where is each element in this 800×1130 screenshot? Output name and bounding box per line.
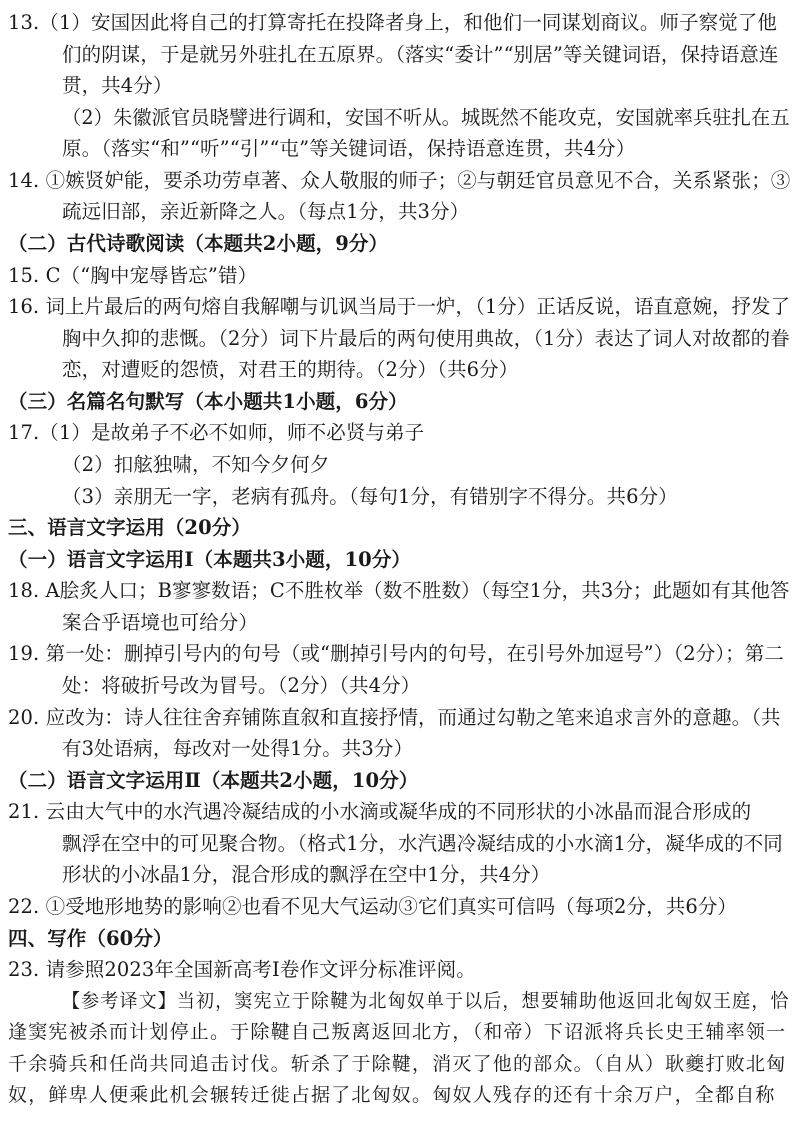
q17-2-line: （2）扣舷独啸，不知今夕何夕 bbox=[62, 453, 330, 476]
q21-line3: 形状的小冰晶1分，混合形成的飘浮在空中1分，共4分） bbox=[62, 863, 551, 886]
section-language-use-2-heading: （二）语言文字运用Ⅱ（本题共2小题，10分） bbox=[8, 769, 419, 792]
q13-1-line1: 13.（1）安国因此将自己的打算寄托在投降者身上，和他们一同谋划商议。师子察觉了他 bbox=[8, 11, 778, 34]
q14-line2: 疏远旧部，亲近新降之人。（每点1分，共3分） bbox=[62, 200, 470, 223]
q16-line3: 恋，对遭贬的怨愤，对君王的期待。（2分）（共6分） bbox=[62, 358, 519, 381]
translation-line2: 逢窦宪被杀而计划停止。于除鞬自己叛离返回北方，（和帝）下诏派将兵长史王辅率领一 bbox=[8, 1021, 787, 1043]
section-writing-heading: 四、写作（60分） bbox=[8, 927, 173, 950]
q21-line2: 飘浮在空中的可见聚合物。（格式1分，水汽遇冷凝结成的小水滴1分，凝华成的不同 bbox=[62, 832, 783, 855]
translation-line1: 【参考译文】当初，窦宪立于除鞬为北匈奴单于以后，想要辅助他返回北匈奴王庭，恰 bbox=[62, 990, 790, 1012]
section-language-use-1-heading: （一）语言文字运用Ⅰ（本题共3小题，10分） bbox=[8, 548, 412, 571]
q15-line1: 15. C（“胸中宠辱皆忘”错） bbox=[8, 264, 258, 287]
q16-line2: 胸中久抑的悲慨。（2分）词下片最后的两句使用典故，（1分）表达了词人对故都的眷 bbox=[62, 327, 790, 350]
translation-line4: 奴，鲜卑人便乘此机会辗转迁徙占据了北匈奴。匈奴人残存的还有十余万户，全都自称 bbox=[8, 1084, 776, 1106]
q19-line1: 19. 第一处：删掉引号内的句号（或“删掉引号内的句号，在引号外加逗号”）（2分）；第二 bbox=[8, 642, 784, 665]
section-language-use-heading: 三、语言文字运用（20分） bbox=[8, 516, 251, 539]
q13-1-line3: 贯，共4分） bbox=[62, 74, 173, 97]
section-famous-lines-heading: （三）名篇名句默写（本小题共1小题，6分） bbox=[8, 390, 408, 413]
q20-line2: 有3处语病，每改对一处得1分。共3分） bbox=[62, 737, 414, 760]
translation-line3: 千余骑兵和任尚共同追击讨伐。斩杀了于除鞬，消灭了他的部众。（自从）耿夔打败北匈 bbox=[8, 1053, 787, 1075]
q14-line1: 14. ①嫉贤妒能，要杀功劳卓著、众人敬服的师子；②与朝廷官员意见不合，关系紧张；③ bbox=[8, 169, 791, 192]
section-ancient-poetry-heading: （二）古代诗歌阅读（本题共2小题，9分） bbox=[8, 232, 389, 255]
q18-line2: 案合乎语境也可给分） bbox=[62, 611, 259, 634]
q20-line1: 20. 应改为：诗人往往舍弃铺陈直叙和直接抒情，而通过勾勒之笔来追求言外的意趣。（共 bbox=[8, 706, 781, 729]
q22-line1: 22. ①受地形地势的影响②也看不见大气运动③它们真实可信吗（每项2分，共6分） bbox=[8, 895, 738, 918]
q13-2-line1: （2）朱徽派官员晓譬进行调和，安国不听从。城既然不能攻克，安国就率兵驻扎在五 bbox=[62, 106, 790, 129]
q13-1-line2: 们的阴谋，于是就另外驻扎在五原界。（落实“委计”“别居”等关键词语，保持语意连 bbox=[62, 43, 779, 66]
q19-line2: 处：将破折号改为冒号。（2分）（共4分） bbox=[62, 674, 421, 697]
q18-line1: 18. A脍炙人口；B寥寥数语；C不胜枚举（数不胜数）（每空1分，共3分；此题如有其他答 bbox=[8, 579, 790, 602]
q23-line1: 23. 请参照2023年全国新高考Ⅰ卷作文评分标准评阅。 bbox=[8, 958, 476, 981]
q16-line1: 16. 词上片最后的两句熔自我解嘲与讥讽当局于一炉，（1分）正话反说，语直意婉，抒发了 bbox=[8, 295, 791, 318]
q17-1-line: 17.（1）是故弟子不必不如师，师不必贤与弟子 bbox=[8, 421, 425, 444]
q13-2-line2: 原。（落实“和”“听”“引”“屯”等关键词语，保持语意连贯，共4分） bbox=[62, 137, 636, 160]
q17-3-line: （3）亲朋无一字，老病有孤舟。（每句1分，有错别字不得分。共6分） bbox=[62, 485, 678, 508]
q21-line1: 21. 云由大气中的水汽遇冷凝结成的小水滴或凝华成的不同形状的小冰晶而混合形成的 bbox=[8, 800, 752, 823]
